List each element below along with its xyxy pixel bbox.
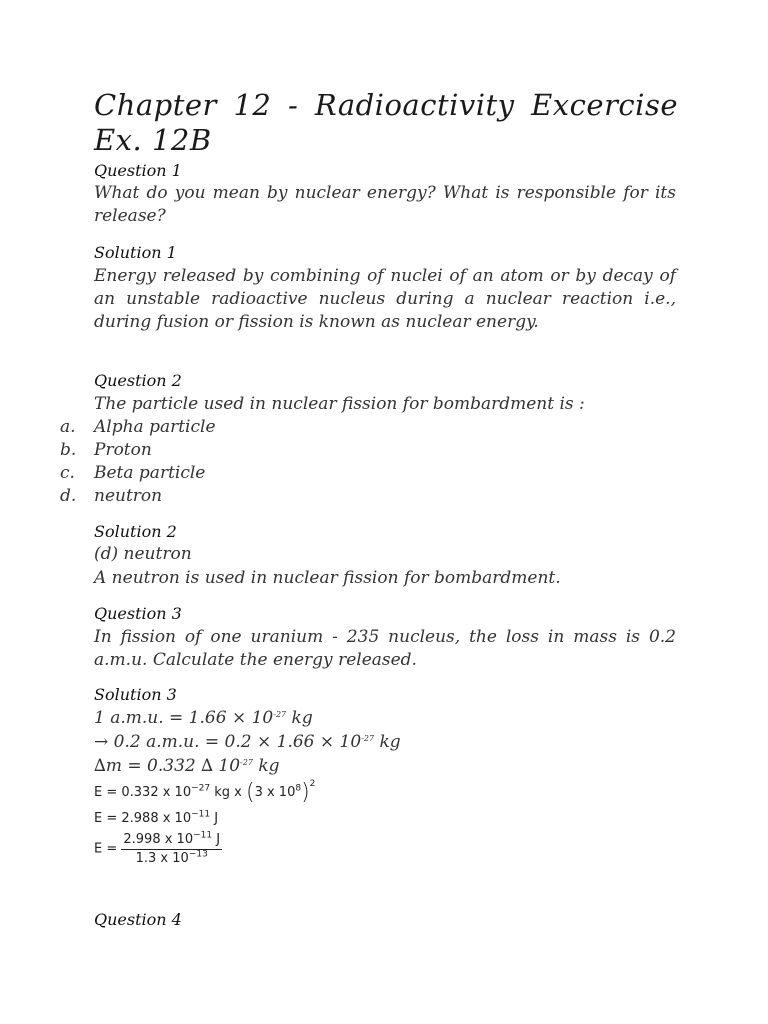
option-text: Alpha particle	[94, 417, 216, 437]
exponent: -27	[361, 734, 375, 743]
exponent: −27	[191, 783, 211, 794]
solution-3-line-2	[94, 731, 676, 754]
fraction-denominator	[121, 850, 222, 867]
eq-text: 3 x 10	[254, 785, 296, 800]
option-c	[60, 462, 620, 485]
unit: kg	[286, 708, 313, 728]
eq-text: J	[210, 811, 219, 826]
solution-3-heading: Solution 3	[94, 685, 177, 704]
title-line-2: Ex. 12B	[94, 123, 212, 157]
unit: kg	[374, 732, 401, 752]
option-letter: c.	[60, 463, 75, 483]
solution-2-answer: (d) neutron	[94, 544, 192, 564]
question-4-heading: Question 4	[94, 910, 182, 929]
option-letter: d.	[60, 486, 77, 506]
exponent: 8	[295, 783, 302, 794]
fraction-numerator	[121, 832, 222, 850]
option-b	[60, 439, 620, 462]
title-line-1: Chapter 12 - Radioactivity Excercise	[94, 88, 678, 122]
mass-defect: ∆m = 0.332 ∆ 10	[94, 756, 241, 776]
unit: kg	[252, 756, 280, 776]
solution-2-text: A neutron is used in nuclear fission for bombardment.	[94, 568, 561, 588]
exponent: -27	[240, 758, 253, 767]
equation-2	[94, 811, 218, 827]
eq-text: kg x	[210, 785, 246, 800]
eq-text: J	[212, 832, 221, 847]
equation-1	[94, 779, 316, 805]
eq-text: E = 2.988 x 10	[94, 811, 192, 826]
equation-3	[94, 832, 222, 867]
question-2-text: The particle used in nuclear fission for bombardment is :	[94, 394, 585, 414]
option-text: Beta particle	[94, 463, 206, 483]
solution-1-heading: Solution 1	[94, 243, 177, 262]
page-title	[94, 88, 678, 158]
option-a	[60, 416, 620, 439]
solution-1-text: Energy released by combining of nuclei of an atom or by decay of an unstable radioactive nucleus during a nuclear reaction i.e., during fusion or fission is known as nuclear energy.	[94, 266, 676, 332]
question-1-text: What do you mean by nuclear energy? What is responsible for its release?	[94, 183, 676, 226]
question-3-text: In fission of one uranium - 235 nucleus, the loss in mass is 0.2 a.m.u. Calculate the energy released.	[94, 627, 676, 670]
fraction	[121, 832, 222, 867]
solution-2-heading: Solution 2	[94, 522, 177, 541]
exponent: −11	[193, 830, 213, 841]
option-d	[60, 485, 620, 508]
exponent: −13	[188, 849, 208, 860]
question-3-heading: Question 3	[94, 604, 182, 623]
option-letter: b.	[60, 440, 77, 460]
question-1-heading: Question 1	[94, 161, 182, 180]
eq-text: E = 0.332 x 10	[94, 785, 192, 800]
exponent: −11	[191, 809, 211, 820]
solution-3-line-1	[94, 707, 676, 730]
question-2-options	[60, 416, 620, 508]
solution-3-line-3	[94, 755, 676, 778]
eq-text: 1.3 x 10	[135, 851, 189, 866]
eq-text: E =	[94, 841, 122, 857]
option-letter: a.	[60, 417, 76, 437]
amu-definition: 1 a.m.u. = 1.66 × 10	[94, 708, 274, 728]
option-text: neutron	[94, 486, 163, 506]
paren-open: (	[245, 780, 255, 805]
exponent: -27	[273, 710, 287, 719]
option-text: Proton	[94, 440, 152, 460]
mass-conversion: → 0.2 a.m.u. = 0.2 × 1.66 × 10	[94, 732, 362, 752]
exponent: 2	[309, 779, 316, 789]
eq-text: 2.998 x 10	[123, 832, 194, 847]
paren-close: )	[301, 780, 310, 805]
question-2-heading: Question 2	[94, 371, 182, 390]
